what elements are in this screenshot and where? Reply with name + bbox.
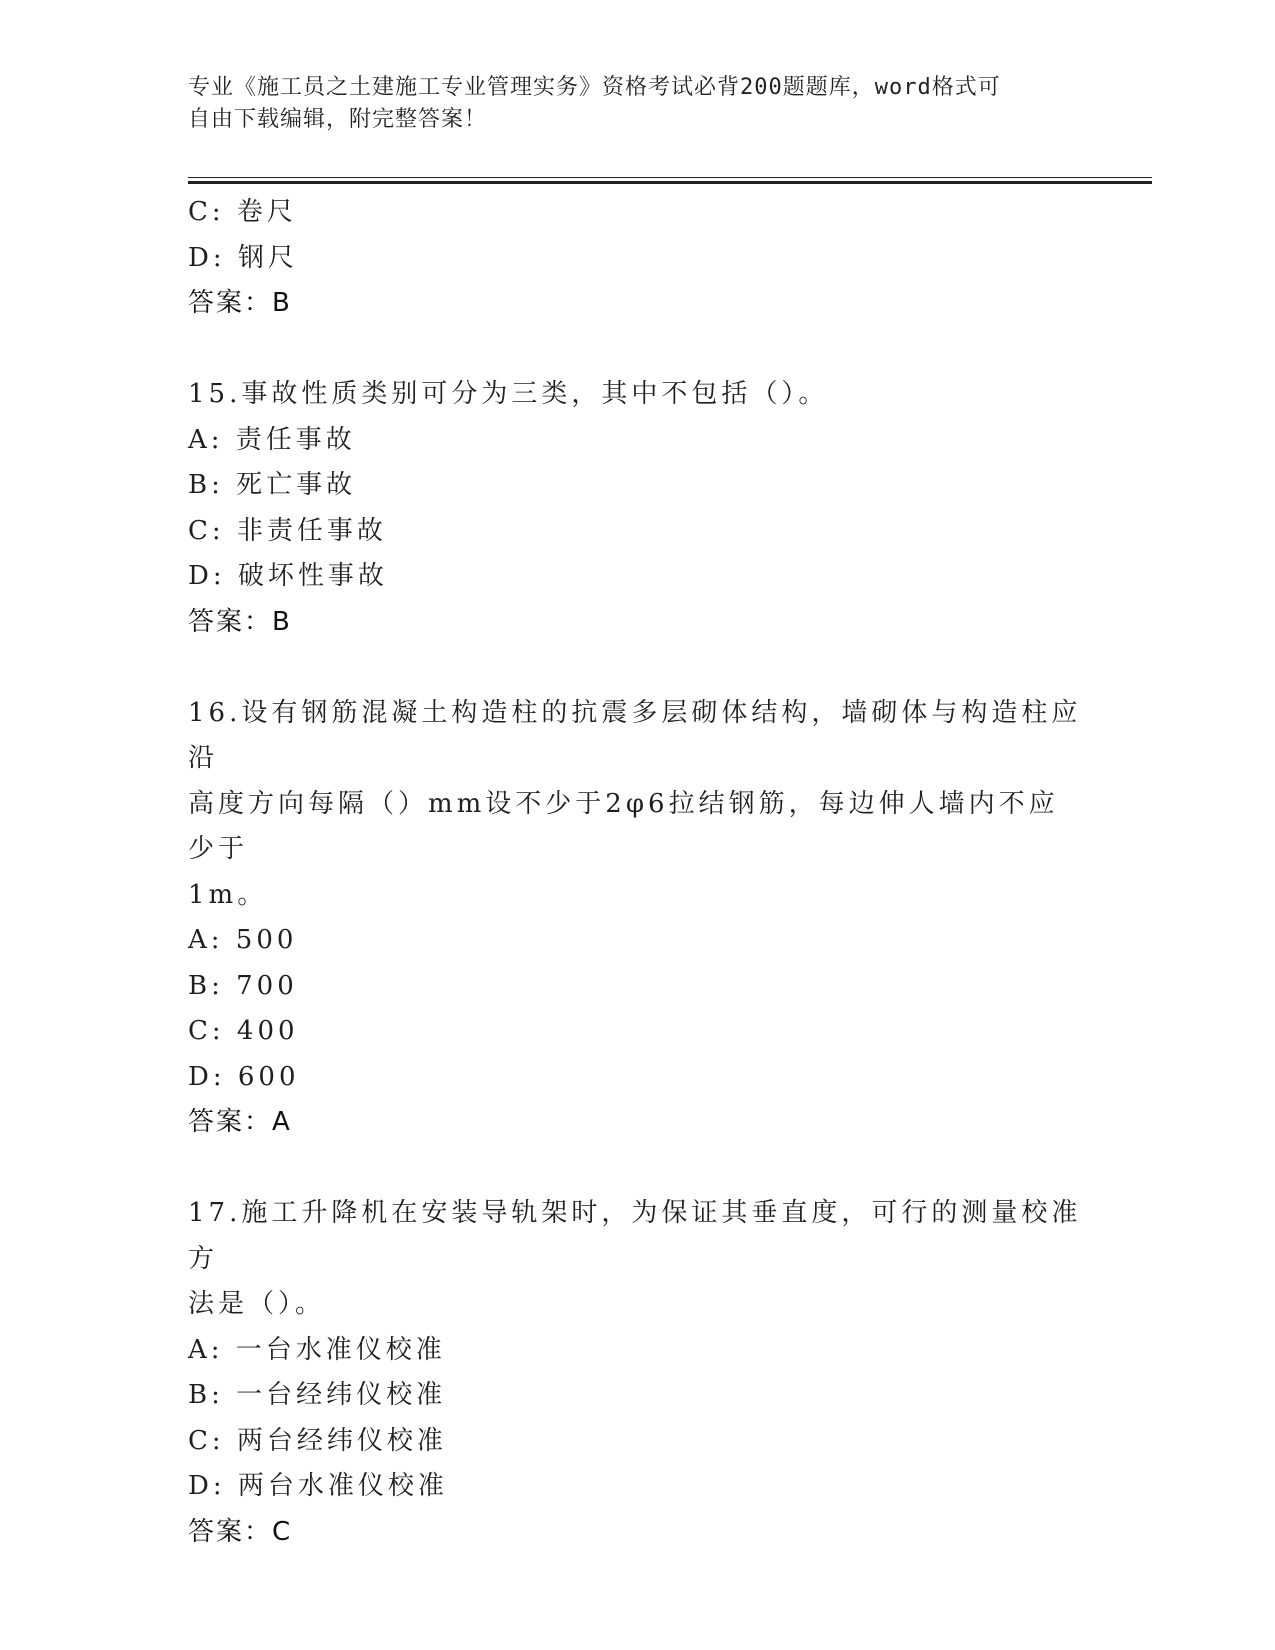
question-17 <box>188 1191 1088 1555</box>
question-stem: 15.事故性质类别可分为三类，其中不包括（）。 <box>188 379 829 409</box>
question-spacer <box>188 327 1088 373</box>
option-c: C: 非责任事故 <box>188 515 387 546</box>
option-d: D: 600 <box>188 1061 300 1092</box>
option-d: D: 钢尺 <box>188 242 298 273</box>
question-stem-line-3: 1m。 <box>188 879 268 910</box>
question-stem-line-1: 17.施工升降机在安装导轨架时，为保证其垂直度，可行的测量校准方 <box>188 1198 1082 1274</box>
header-divider-thin <box>188 177 1152 178</box>
question-stem-line-2: 高度方向每隔（）mm设不少于2φ6拉结钢筋，每边伸人墙内不应少于 <box>188 788 1059 864</box>
answer-line: 答案：C <box>188 1516 293 1547</box>
document-body <box>188 190 1088 1555</box>
option-c: C: 卷尺 <box>188 197 297 227</box>
option-c: C: 400 <box>188 1016 299 1046</box>
prev-question-tail <box>188 190 1088 327</box>
answer-line: 答案：B <box>188 606 292 637</box>
header-line-1: 专业《施工员之土建施工专业管理实务》资格考试必背200题题库，word格式可 <box>188 75 1001 100</box>
option-a: A: 责任事故 <box>188 424 356 455</box>
option-a: A: 一台水准仪校准 <box>188 1334 446 1365</box>
question-spacer <box>188 1146 1088 1192</box>
option-b: B: 700 <box>188 970 298 1001</box>
option-d: D: 破坏性事故 <box>188 561 388 591</box>
option-b: B: 一台经纬仪校准 <box>188 1380 447 1410</box>
question-spacer <box>188 645 1088 691</box>
option-c: C: 两台经纬仪校准 <box>188 1425 447 1456</box>
option-d: D: 两台水准仪校准 <box>188 1471 448 1501</box>
page-header <box>188 72 1068 136</box>
answer-line: 答案：B <box>188 288 292 318</box>
header-divider-thick <box>188 181 1152 184</box>
question-15 <box>188 372 1088 645</box>
question-stem-line-2: 法是（）。 <box>188 1289 326 1319</box>
answer-line: 答案：A <box>188 1107 292 1137</box>
option-a: A: 500 <box>188 925 298 955</box>
question-16 <box>188 691 1088 1146</box>
question-stem-line-1: 16.设有钢筋混凝土构造柱的抗震多层砌体结构，墙砌体与构造柱应沿 <box>188 697 1082 773</box>
header-line-2: 自由下载编辑，附完整答案！ <box>188 107 488 132</box>
option-b: B: 死亡事故 <box>188 470 357 500</box>
